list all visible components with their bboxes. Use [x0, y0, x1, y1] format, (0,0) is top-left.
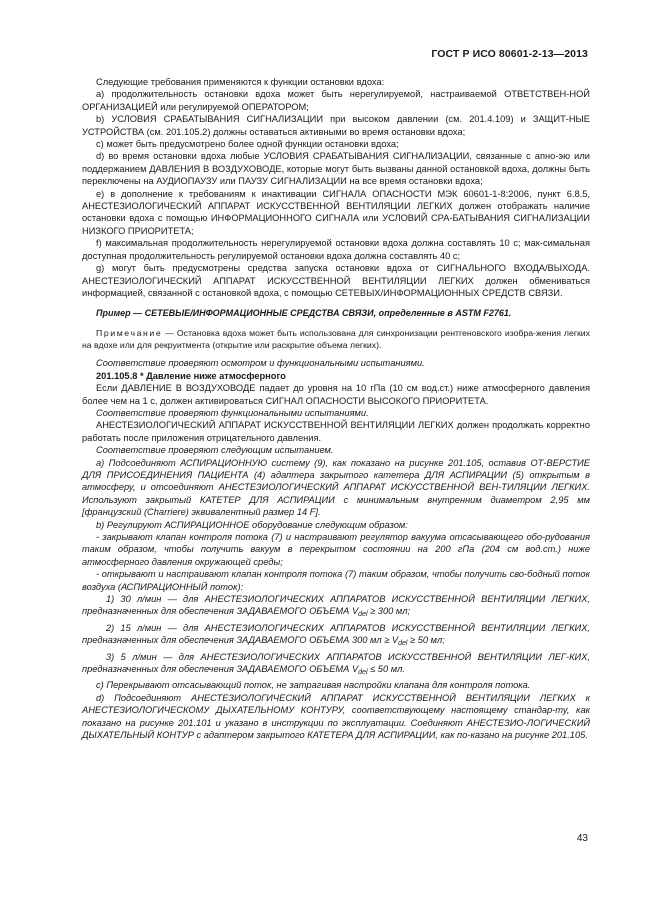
paragraph: АНЕСТЕЗИОЛОГИЧЕСКИЙ АППАРАТ ИСКУССТВЕННОЙ ВЕНТИЛЯЦИИ ЛЕГКИХ должен продолжать корректно работать после приложения отрицательного давления. [82, 420, 590, 443]
test-step-a: a) Подсоединяют АСПИРАЦИОННУЮ систему (9), как показано на рисунке 201.105, оставив ОТ-ВЕРСТИЕ ДЛЯ ПРИСОЕДИНЕНИЯ ПАЦИЕНТА (4) адаптера закрытого катетера ДЛЯ АСПИРАЦИИ (5) открытым в атмосферу, и отсоединяют АНЕСТЕЗИОЛОГИЧЕСКИЙ АППАРАТ ИСКУССТВЕННОЙ ВЕН-ТИЛЯЦИИ ЛЕГКИХ. Используют закрытый КАТЕТЕР ДЛЯ АСПИРАЦИИ с минимальным внутренним диаметром 2,95 мм [французский (Charriere) эквивалентный размер 14 F]. [82, 457, 590, 518]
list-item-b: b) УСЛОВИЯ СРАБАТЫВАНИЯ СИГНАЛИЗАЦИИ при высоком давлении (см. 201.4.109) и ЗАЩИТ-НЫЕ УСТРОЙСТВА (см. 201.105.2) должны оставаться активными во время остановки вдоха; [82, 114, 590, 137]
flow-item-end: ≥ 50 мл; [407, 635, 445, 646]
list-item-c: c) может быть предусмотрено более одной функции остановки вдоха; [96, 139, 399, 150]
subscript: del [358, 669, 368, 677]
section-title: 201.105.8 * Давление ниже атмосферного [96, 370, 286, 381]
flow-item-end: ≤ 50 мл. [367, 664, 405, 675]
test-step-b-item: - закрывают клапан контроля потока (7) и настраивают регулятор вакуума отсасывающего обо-рудования таким образом, чтобы получить вакуум в перекрытом состоянии на 200 гПа (204 см вод.ст.) ниже атмосферного давления окружающей среды; [82, 532, 590, 567]
flow-item-1 [82, 593, 590, 622]
test-step-b-item: - открывают и настраивают клапан контроля потока (7) таким образом, чтобы получить сво-бодный поток воздуха (АСПИРАЦИОННЫЙ поток): [82, 569, 590, 592]
list-item-e: e) в дополнение к требованиям к инактивации СИГНАЛА ОПАСНОСТИ МЭК 60601-1-8:2006, пункт 6.8.5, АНЕСТЕЗИОЛОГИЧЕСКИЙ АППАРАТ ИСКУССТВЕННОЙ ВЕНТИЛЯЦИИ ЛЕГКИХ должен отображать наличие остановки вдоха с помощью ИНФОРМАЦИОННОГО СИГНАЛА или УСЛОВИЙ СРА-БАТЫВАНИЯ СИГНАЛИЗАЦИИ НИЗКОГО ПРИОРИТЕТА; [82, 188, 590, 236]
document-header: ГОСТ Р ИСО 80601-2-13—2013 [431, 48, 588, 60]
paragraph: Следующие требования применяются к функции остановки вдоха: [96, 77, 385, 87]
note [82, 328, 590, 352]
note-text: — Остановка вдоха может быть использована для синхронизации рентгеновского изобра-жения легких на вдохе или для рекруитмента (открытие или раскрытие объема легких). [82, 327, 590, 350]
note-label: Примечание [96, 327, 163, 338]
test-step-c: c) Перекрывают отсасывающий поток, не затрагивая настройки клапана для контроля потока. [96, 680, 531, 691]
flow-item-text: 2) 15 л/мин — для АНЕСТЕЗИОЛОГИЧЕСКИХ АППАРАТОВ ИСКУССТВЕННОЙ ВЕНТИЛЯЦИИ ЛЕГКИХ, предназначенных для обеспечения ЗАДАВАЕМОГО ОБЪЕМА 300 мл ≥ V [82, 622, 590, 646]
paragraph: Если ДАВЛЕНИЕ В ВОЗДУХОВОДЕ падает до уровня на 10 гПа (10 см вод.ст.) ниже атмосферного давления более чем на 1 с, должен активироваться СИГНАЛ ОПАСНОСТИ ВЫСОКОГО ПРИОРИТЕТА. [82, 383, 590, 406]
flow-item-text: 1) 30 л/мин — для АНЕСТЕЗИОЛОГИЧЕСКИХ АППАРАТОВ ИСКУССТВЕННОЙ ВЕНТИЛЯЦИИ ЛЕГКИХ, предназначенных для обеспечения ЗАДАВАЕМОГО ОБЪЕМА V [82, 594, 590, 617]
list-item-g: g) могут быть предусмотрены средства запуска остановки вдоха от СИГНАЛЬНОГО ВХОДА/ВЫХОДА. АНЕСТЕЗИОЛОГИЧЕСКИЙ АППАРАТ ИСКУССТВЕННОЙ ВЕНТИЛЯЦИИ ЛЕГКИХ должен обмениваться информацией, связанной с остановкой вдоха, с помощью СЕТЕВЫХ/ИНФОРМАЦИОННЫХ СРЕДСТВ СВЯЗИ. [82, 263, 590, 298]
list-item-f: f) максимальная продолжительность нерегулируемой остановки вдоха должна составлять 10 с; мак-симальная доступная продолжительность регулируемой остановки вдоха должна составлять 40 с; [82, 238, 590, 261]
subscript: del [398, 640, 408, 648]
flow-item-text: 3) 5 л/мин — для АНЕСТЕЗИОЛОГИЧЕСКИХ АППАРАТОВ ИСКУССТВЕННОЙ ВЕНТИЛЯЦИИ ЛЕГ-КИХ, предназначенных для обеспечения ЗАДАВАЕМОГО ОБЪЕМА V [82, 651, 590, 675]
list-item-d: d) во время остановки вдоха любые УСЛОВИЯ СРАБАТЫВАНИЯ СИГНАЛИЗАЦИИ, связанные с апно-эю или поддержанием ДАВЛЕНИЯ В ВОЗДУХОВОДЕ, которые могут быть вызваны данной остановкой вдоха, должны быть переключены на АУДИОПАУЗУ или ПАУЗУ СИГНАЛИЗАЦИИ на все время остановки вдоха; [82, 151, 590, 187]
compliance-text: Соответствие проверяют функциональными испытаниями. [96, 407, 369, 418]
example: Пример — СЕТЕВЫЕ/ИНФОРМАЦИОННЫЕ СРЕДСТВА СВЯЗИ, определенные в ASTM F2761. [96, 308, 512, 319]
list-item-a: a) продолжительность остановки вдоха может быть нерегулируемой, настраиваемой ОТВЕТСТВЕН-НОЙ ОРГАНИЗАЦИЕЙ или регулируемой ОПЕРАТОРОМ; [82, 89, 590, 112]
test-step-d: d) Подсоединяют АНЕСТЕЗИОЛОГИЧЕСКИЙ АППАРАТ ИСКУССТВЕННОЙ ВЕНТИЛЯЦИИ ЛЕГКИХ к АНЕСТЕЗИОЛОГИЧЕСКОМУ ДЫХАТЕЛЬНОМУ КОНТУРУ, соответствующему настоящему стандар-ту, как показано на рисунке 201.101 и указано в инструкции по эксплуатации. Соединяют АНЕСТЕЗИО-ЛОГИЧЕСКИЙ ДЫХАТЕЛЬНЫЙ КОНТУР с адаптером закрытого КАТЕТЕРА ДЛЯ АСПИРАЦИИ, как по-казано на рисунке 201.105. [82, 692, 590, 741]
compliance-text: Соответствие проверяют осмотром и функциональными испытаниями. [96, 358, 425, 369]
compliance-text: Соответствие проверяют следующим испытанием. [96, 445, 334, 456]
subscript: del [358, 611, 368, 619]
flow-item-3 [82, 651, 590, 680]
test-step-b: b) Регулируют АСПИРАЦИОННОЕ оборудование следующим образом: [96, 519, 408, 530]
flow-item-end: ≥ 300 мл; [367, 606, 411, 617]
page-body [82, 76, 590, 742]
page-number: 43 [576, 833, 588, 844]
flow-item-2 [82, 622, 590, 651]
